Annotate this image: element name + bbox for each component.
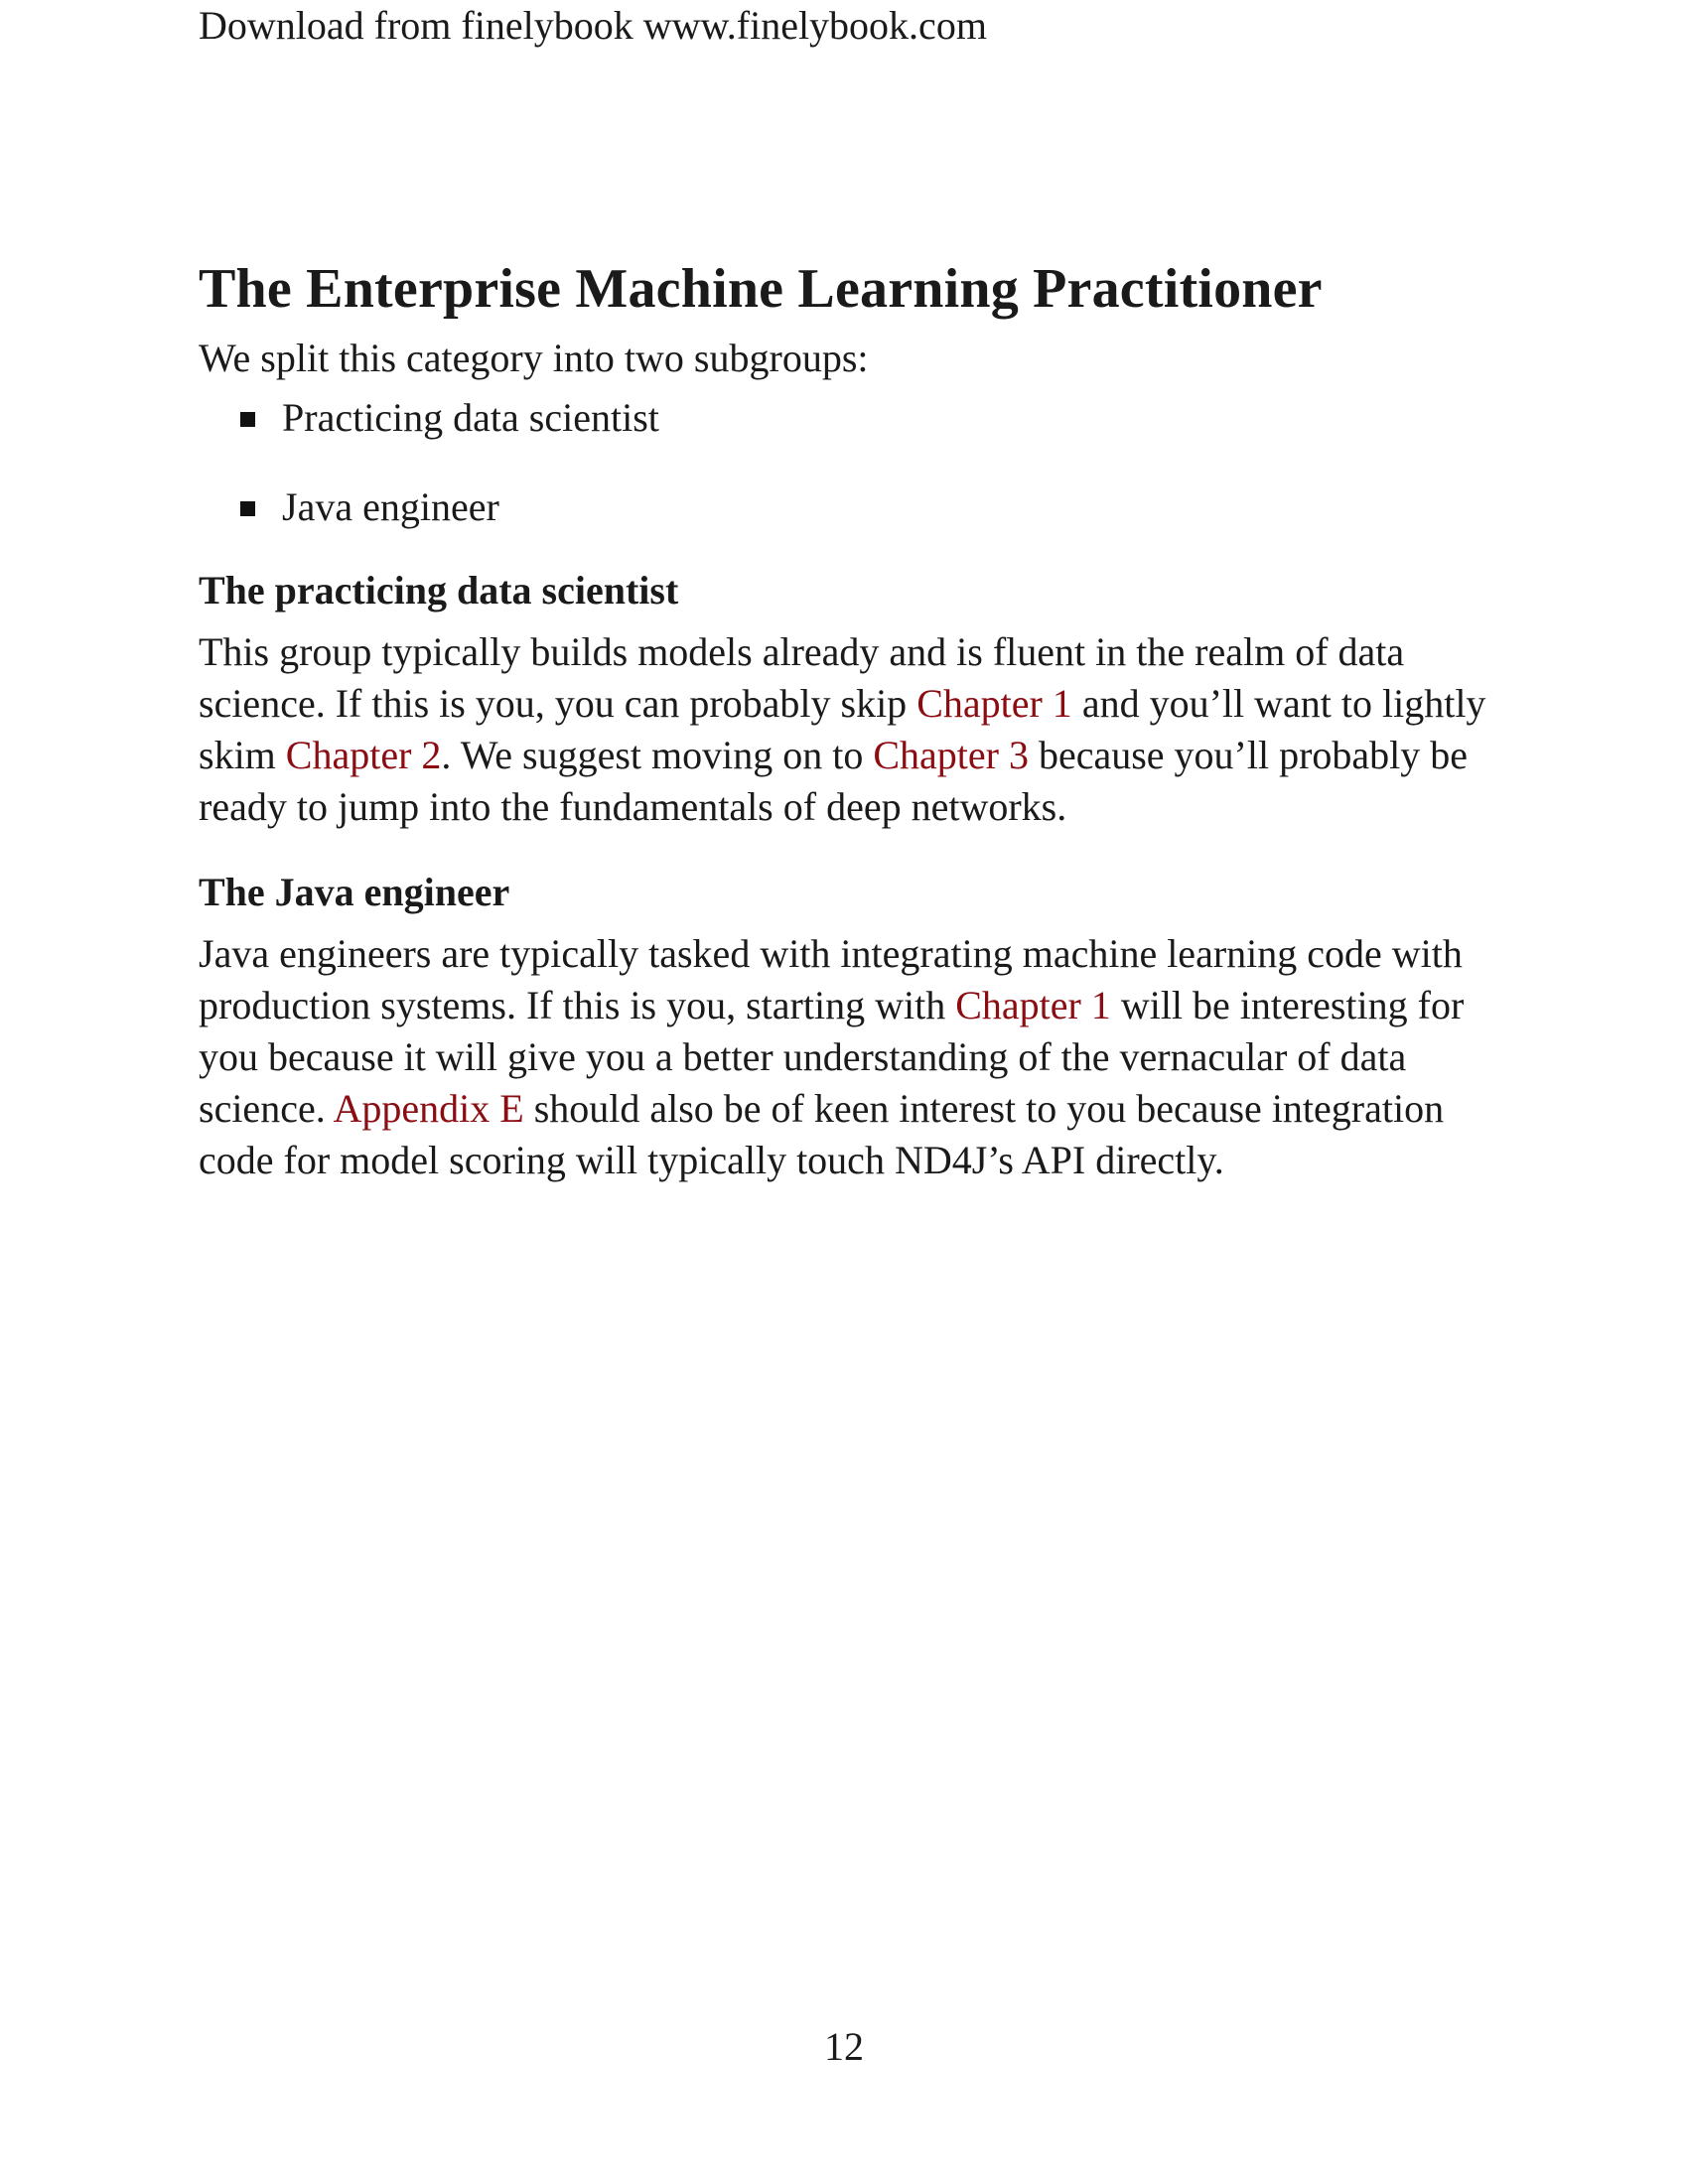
paragraph-text: will be interesting for you because it will give you a better understanding of the vernacular of data science. [199,983,1465,1131]
chapter-1-link[interactable]: Chapter 1 [955,983,1111,1027]
java-engineer-heading: The Java engineer [199,870,510,914]
square-bullet-icon [240,412,255,427]
appendix-e-link[interactable]: Appendix E [333,1086,524,1131]
page-content [199,253,1489,1186]
list-item-label: Java engineer [282,484,499,529]
paragraph-text: This group typically builds models already and is fluent in the realm of data science. If this is you, you can probably skip [199,629,1405,726]
square-bullet-icon [240,501,255,516]
chapter-1-link[interactable]: Chapter 1 [916,681,1072,726]
download-header: Download from finelybook www.finelybook.com [199,3,987,48]
subgroup-list [199,392,1489,533]
chapter-3-link[interactable]: Chapter 3 [873,733,1029,777]
list-item [199,392,1489,444]
paragraph-text: because you’ll probably be ready to jump into the fundamentals of deep networks. [199,733,1469,829]
chapter-2-link[interactable]: Chapter 2 [285,733,442,777]
page-number: 12 [824,2024,864,2069]
list-item-label: Practicing data scientist [282,395,659,440]
list-item [199,481,1489,533]
paragraph-text: should also be of keen interest to you because integration code for model scoring will typically touch ND4J’s API directly. [199,1086,1445,1182]
paragraph-text: and you’ll want to lightly skim [199,681,1486,777]
data-scientist-paragraph [199,626,1489,833]
data-scientist-heading: The practicing data scientist [199,568,679,613]
intro-paragraph: We split this category into two subgroups: [199,336,869,380]
paragraph-text: . We suggest moving on to [441,733,874,777]
section-title: The Enterprise Machine Learning Practitioner [199,258,1323,320]
paragraph-text: Java engineers are typically tasked with integrating machine learning code with production systems. If this is you, starting with [199,931,1463,1027]
java-engineer-paragraph [199,928,1489,1186]
